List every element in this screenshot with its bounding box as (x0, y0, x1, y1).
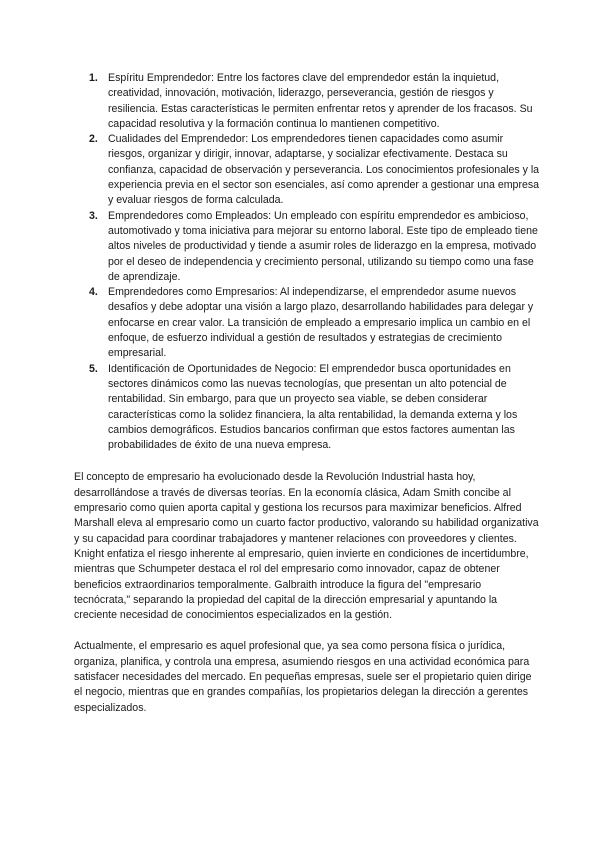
list-item (74, 285, 540, 361)
list-item (74, 71, 540, 132)
list-text: Cualidades del Emprendedor: Los emprendedores tienen capacidades como asumir riesgos, organizar y dirigir, innovar, adaptarse, y socializar efectivamente. Destaca su confianza, capacidad de observación y perseverancia. Los conocimientos profesionales y la experiencia previa en el sector son esenciales, así como aprender a gestionar una empresa y evaluar riesgos de forma calculada. (108, 133, 540, 207)
list-number: 5. (89, 362, 98, 375)
numbered-list (74, 71, 540, 453)
list-item (74, 362, 540, 454)
paragraph-empresario-actual: Actualmente, el empresario es aquel profesional que, ya sea como persona física o jurídica, organiza, planifica, y controla una empresa, asumiendo riesgos en una actividad económica para satisfacer necesidades del mercado. En pequeñas empresas, suele ser el propietario quien dirige el negocio, mientras que en grandes compañías, los propietarios delegan la dirección a gerentes especializados. (74, 640, 532, 714)
list-item (74, 132, 540, 208)
list-number: 2. (89, 133, 98, 146)
list-item (74, 209, 540, 285)
list-text: Espíritu Emprendedor: Entre los factores clave del emprendedor están la inquietud, creatividad, innovación, motivación, liderazgo, perseverancia, gestión de riesgos y resiliencia. Estas características le permiten enfrentar retos y aprender de los fracasos. Su capacidad resolutiva y la formación continua lo mantienen competitivo. (108, 72, 533, 130)
list-text: Emprendedores como Empleados: Un empleado con espíritu emprendedor es ambicioso, automotivado y toma iniciativa para mejorar su entorno laboral. Este tipo de empleado tiene altos niveles de productividad y tiende a asumir roles de liderazgo en la empresa, motivado por el deseo de independencia y crecimiento personal, utilizando su tiempo como una fase de aprendizaje. (108, 209, 538, 283)
list-number: 3. (89, 209, 98, 222)
list-text: Emprendedores como Empresarios: Al independizarse, el emprendedor asume nuevos desafíos y debe adoptar una visión a largo plazo, desarrollando habilidades para delegar y enfocarse en crear valor. La transición de empleado a empresario implica un cambio en el enfoque, de esfuerzo individual a gestión de resultados y estrategias de crecimiento empresarial. (108, 286, 534, 360)
list-text: Identificación de Oportunidades de Negocio: El emprendedor busca oportunidades en sectores dinámicos como las nuevas tecnologías, que presentan un alto potencial de rentabilidad. Sin embargo, para que un proyecto sea viable, se deben considerar características como la solidez financiera, la alta rentabilidad, la demanda externa y los cambios demográficos. Estudios bancarios confirman que estos factores aumentan las probabilidades de éxito de una nueva empresa. (108, 362, 518, 452)
list-number: 1. (89, 72, 98, 84)
paragraph-concepto-empresario: El concepto de empresario ha evolucionado desde la Revolución Industrial hasta hoy, desarrollándose a través de diversas teorías. En la economía clásica, Adam Smith concibe al empresario como quien aporta capital y gestiona los recursos para maximizar beneficios. Alfred Marshall eleva al empresario como un cuarto factor productivo, valorando su habilidad organizativa y su capacidad para coordinar trabajadores y mantener relaciones con proveedores y clientes. Knight enfatiza el riesgo inherente al empresario, quien invierte en condiciones de incertidumbre, mientras que Schumpeter destaca el rol del empresario como innovador, capaz de obtener beneficios extraordinarios temporalmente. Galbraith introduce la figura del "empresario tecnócrata," separando la propiedad del capital de la dirección empresarial y apuntando la creciente necesidad de conocimientos especializados en la gestión. (74, 471, 539, 622)
list-number: 4. (89, 286, 98, 299)
